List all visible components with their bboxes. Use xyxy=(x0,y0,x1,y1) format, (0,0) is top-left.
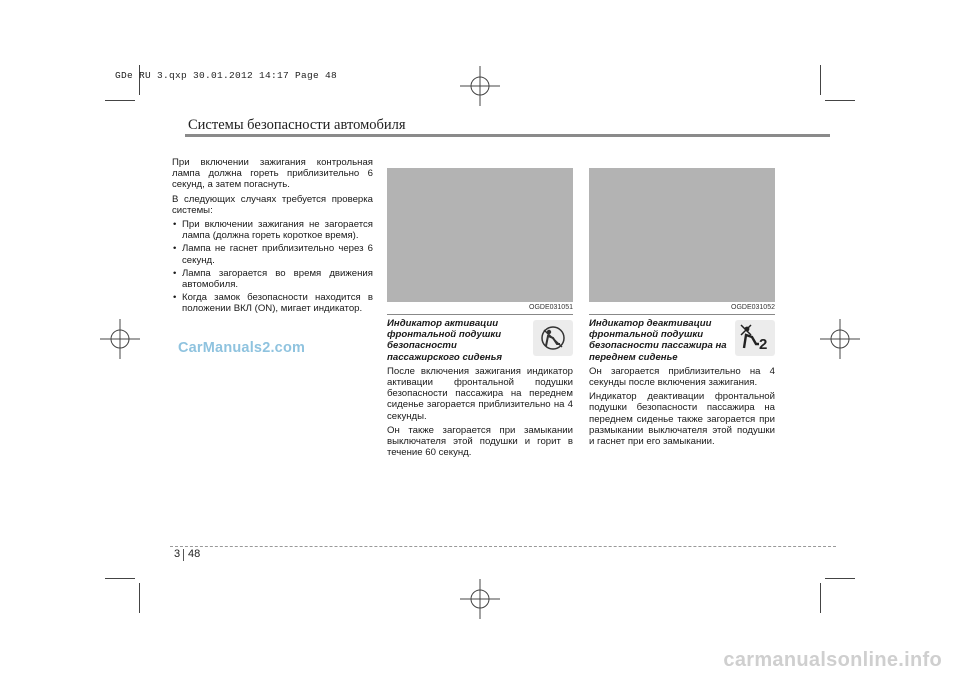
airbag-passenger-off-icon xyxy=(735,320,775,356)
activation-heading: Индикатор активации фронтальной подушки безопасности пассажирского сиденья xyxy=(387,318,503,363)
watermark-carmanuals2: CarManuals2.com xyxy=(178,340,306,356)
section-title-rule xyxy=(185,134,830,137)
registration-mark-left xyxy=(100,319,140,359)
image-code-2: OGDE031052 xyxy=(731,304,775,311)
indicator-photo-2 xyxy=(589,168,775,302)
registration-mark-bottom xyxy=(460,579,500,619)
registration-mark-top xyxy=(460,66,500,106)
list-item: • Когда замок безопасности находится в положении ВКЛ (ON), мигает индикатор. xyxy=(172,292,373,314)
activation-paragraph-1: После включения зажигания индикатор активации фронтальной подушки безопасности пассажира на переднем сиденье загорается приблизительно на 4 секунды. xyxy=(387,365,573,422)
crop-mark xyxy=(105,578,135,579)
intro-paragraph: При включении зажигания контрольная лампа должна гореть приблизительно 6 секунд, а затем погаснуть. xyxy=(172,157,373,191)
registration-mark-right xyxy=(820,319,860,359)
crop-mark xyxy=(105,100,135,101)
deactivation-paragraph-1: Он загорается приблизительно на 4 секунды после включения зажигания. xyxy=(589,365,775,389)
page-number: 48 xyxy=(188,548,201,560)
list-item: • При включении зажигания не загорается лампа (должна гореть короткое время). xyxy=(172,219,373,241)
image-rule-1 xyxy=(387,314,573,315)
check-list xyxy=(172,219,373,315)
section-title: Системы безопасности автомобиля xyxy=(188,117,406,133)
deactivation-heading: Индикатор деактивации фронтальной подушки безопасности пассажира на переднем сиденье xyxy=(589,318,727,363)
image-code-1: OGDE031051 xyxy=(529,304,573,311)
airbag-passenger-on-icon xyxy=(533,320,573,356)
left-column xyxy=(172,157,373,317)
watermark-carmanualsonline: carmanualsonline.info xyxy=(723,649,942,671)
image-rule-2 xyxy=(589,314,775,315)
crop-mark xyxy=(820,583,821,613)
airbag-on-indicator xyxy=(533,320,573,356)
crop-mark xyxy=(139,583,140,613)
deactivation-paragraph-2: Индикатор деактивации фронтальной подушки безопасности пассажира на переднем сиденье также загорается при размыкании выключателя этой подушки и гаснет при его замыкании. xyxy=(589,391,775,448)
airbag-off-digit: 2 xyxy=(759,336,768,353)
footer-rule xyxy=(170,546,836,547)
footer-separator xyxy=(183,549,184,561)
list-item: • Лампа загорается во время движения автомобиля. xyxy=(172,268,373,290)
crop-mark xyxy=(820,65,821,95)
check-intro-paragraph: В следующих случаях требуется проверка системы: xyxy=(172,193,373,216)
list-item: • Лампа не гаснет приблизительно через 6 секунд. xyxy=(172,243,373,265)
crop-mark xyxy=(825,100,855,101)
print-slug: GDe RU 3.qxp 30.01.2012 14:17 Page 48 xyxy=(115,70,338,81)
airbag-off-indicator xyxy=(735,320,775,356)
indicator-photo-1 xyxy=(387,168,573,302)
activation-paragraph-2: Он также загорается при замыкании выключателя этой подушки и горит в течение 60 секунд. xyxy=(387,424,573,459)
crop-mark xyxy=(825,578,855,579)
chapter-number: 3 xyxy=(174,548,181,560)
